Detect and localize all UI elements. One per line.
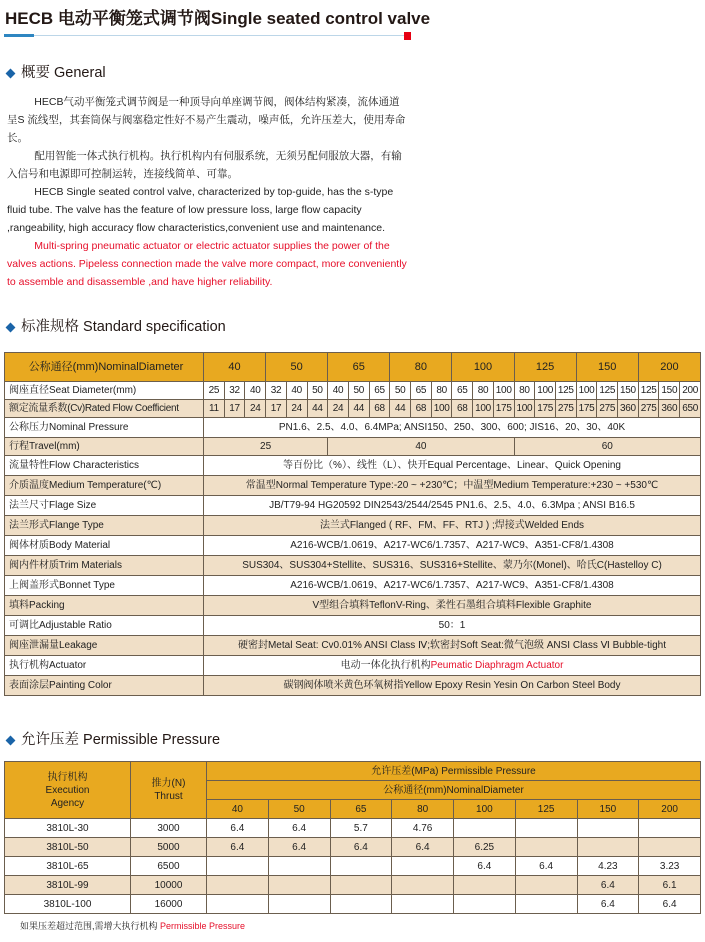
diamond-bullet-icon xyxy=(6,322,16,332)
pressure-cell: 6.4 xyxy=(330,838,392,857)
diameter-header-cell: 65 xyxy=(330,800,392,819)
agency-header xyxy=(5,762,131,819)
row-label: 法兰尺寸Flage Size xyxy=(5,496,204,516)
cv-cell: 275 xyxy=(638,400,659,418)
pressure-cell xyxy=(207,876,269,895)
pressure-cell xyxy=(207,857,269,876)
agency-header-en: Agency xyxy=(50,797,85,809)
cv-label: 额定流量系数(Cv)Rated Flow Coefficient xyxy=(5,400,204,418)
pressure-cell: 6.4 xyxy=(577,895,639,914)
title-underline-accent xyxy=(4,34,34,37)
pressure-cell: 6.4 xyxy=(207,819,269,838)
diameter-header-cell: 50 xyxy=(268,800,330,819)
cv-cell: 175 xyxy=(493,400,514,418)
table-row-actuator xyxy=(5,656,701,676)
cv-cell: 68 xyxy=(411,400,432,418)
table-row xyxy=(5,857,701,876)
cv-cell: 100 xyxy=(473,400,494,418)
cv-cell: 68 xyxy=(452,400,473,418)
pressure-cell: 6.4 xyxy=(268,838,330,857)
title-underline-group xyxy=(4,31,414,41)
table-row xyxy=(5,838,701,857)
pressure-cell xyxy=(392,895,454,914)
nominal-label: 公称通径(mm)NominalDiameter xyxy=(5,353,204,382)
actuator-value-en: Peumatic Diaphragm Actuator xyxy=(430,660,564,671)
cv-cell: 44 xyxy=(348,400,369,418)
cv-cell: 360 xyxy=(618,400,639,418)
table-row xyxy=(5,496,701,516)
diamond-bullet-icon xyxy=(6,68,16,78)
seat-diameter-cell: 125 xyxy=(555,382,576,400)
table-row-travel xyxy=(5,438,701,456)
cv-cell: 68 xyxy=(369,400,390,418)
table-row xyxy=(5,636,701,656)
table-row xyxy=(5,876,701,895)
seat-diameter-cell: 125 xyxy=(597,382,618,400)
pressure-cell: 6.4 xyxy=(392,838,454,857)
table-row-painting xyxy=(5,676,701,696)
seat-label: 阀座直径Seat Diameter(mm) xyxy=(5,382,204,400)
seat-diameter-cell: 40 xyxy=(245,382,266,400)
paragraph-en-highlight: Multi-spring pneumatic actuator or electric actuator supplies the power of the valves actions. Pipeless connection made the valve more compact, more conveniently to assemble and disassemble ,and have higher reliability. xyxy=(7,240,407,288)
seat-diameter-cell: 80 xyxy=(431,382,452,400)
seat-diameter-cell: 150 xyxy=(618,382,639,400)
paragraph-cn-1: HECB气动平衡笼式调节阀是一种顶导向单座调节阀，阀体结构紧凑，流体通道呈S 流线型，其套筒保与阀塞稳定性好不易产生震动，噪声低，允许压差大，使用寿命长。 xyxy=(7,96,406,144)
group-header: 允许压差(MPa) Permissible Pressure xyxy=(207,762,701,781)
seat-diameter-cell: 50 xyxy=(390,382,411,400)
painting-value: 碳钢阀体喷米黄色环氧树指Yellow Epoxy Resin Yesin On Carbon Steel Body xyxy=(204,676,701,696)
seat-diameter-cell: 100 xyxy=(535,382,556,400)
cv-cell: 44 xyxy=(307,400,328,418)
table-row xyxy=(5,556,701,576)
cv-cell: 24 xyxy=(328,400,349,418)
pressure-cell: 6.4 xyxy=(207,838,269,857)
cv-cell: 24 xyxy=(245,400,266,418)
diameter-header-cell: 80 xyxy=(392,800,454,819)
seat-diameter-cell: 50 xyxy=(307,382,328,400)
table-row-pressure xyxy=(5,418,701,438)
footnote-en: Permissible Pressure xyxy=(160,921,246,931)
diameter-header-cell: 100 xyxy=(454,800,516,819)
pressure-cell xyxy=(268,857,330,876)
seat-diameter-cell: 100 xyxy=(493,382,514,400)
row-label: 阀体材质Body Material xyxy=(5,536,204,556)
row-value: 常温型Normal Temperature Type:-20 ~ +230℃；中温型Medium Temperature:+230 ~ +530℃ xyxy=(204,476,701,496)
seat-diameter-cell: 65 xyxy=(369,382,390,400)
agency-header-cn: 执行机构 xyxy=(47,771,88,783)
title-underline xyxy=(4,35,409,36)
seat-diameter-cell: 65 xyxy=(452,382,473,400)
pressure-cell xyxy=(515,819,577,838)
row-value: A216-WCB/1.0619、A217-WC6/1.7357、A217-WC9、A351-CF8/1.4308 xyxy=(204,536,701,556)
pressure-value: PN1.6、2.5、4.0、6.4MPa; ANSI150、250、300、600; JIS16、20、30、40K xyxy=(204,418,701,438)
cv-cell: 175 xyxy=(576,400,597,418)
cv-cell: 44 xyxy=(390,400,411,418)
pressure-cell xyxy=(268,876,330,895)
seat-diameter-cell: 80 xyxy=(514,382,535,400)
table-row xyxy=(5,895,701,914)
cv-cell: 11 xyxy=(204,400,225,418)
agency-cell: 3810L-65 xyxy=(5,857,131,876)
seat-diameter-cell: 125 xyxy=(638,382,659,400)
pressure-cell: 6.4 xyxy=(268,819,330,838)
agency-cell: 3810L-50 xyxy=(5,838,131,857)
table-row xyxy=(5,476,701,496)
cv-cell: 24 xyxy=(286,400,307,418)
row-label: 流量特性Flow Characteristics xyxy=(5,456,204,476)
pressure-cell xyxy=(330,895,392,914)
row-value: 法兰式Flanged ( RF、FM、FF、RTJ ) ;焊接式Welded Ends xyxy=(204,516,701,536)
table-row xyxy=(5,516,701,536)
diameter-header-cell: 40 xyxy=(207,800,269,819)
pressure-cell xyxy=(268,895,330,914)
nominal-cell: 150 xyxy=(576,353,638,382)
table-row xyxy=(5,596,701,616)
cv-cell: 100 xyxy=(514,400,535,418)
row-value: SUS304、SUS304+Stellite、SUS316、SUS316+Stellite、蒙乃尔(Monel)、哈氏C(Hastelloy C) xyxy=(204,556,701,576)
seat-diameter-cell: 50 xyxy=(348,382,369,400)
nominal-cell: 200 xyxy=(638,353,700,382)
pressure-cell xyxy=(392,876,454,895)
agency-header-en: Execution xyxy=(45,784,90,796)
seat-diameter-cell: 100 xyxy=(576,382,597,400)
table-row xyxy=(5,536,701,556)
spec-table xyxy=(4,352,701,696)
pressure-cell xyxy=(577,819,639,838)
paragraph-cn-2: 配用智能一体式执行机构。执行机构内有伺服系统，无须另配伺服放大器，有输入信号和电源即可控制运转，连接线简单、可靠。 xyxy=(7,150,402,180)
row-value: 50：1 xyxy=(204,616,701,636)
seat-diameter-cell: 32 xyxy=(224,382,245,400)
table-row-nominal xyxy=(5,353,701,382)
cv-cell: 360 xyxy=(659,400,680,418)
nominal-cell: 100 xyxy=(452,353,514,382)
diamond-bullet-icon xyxy=(6,735,16,745)
seat-diameter-cell: 25 xyxy=(204,382,225,400)
table-row xyxy=(5,616,701,636)
nominal-cell: 40 xyxy=(204,353,266,382)
row-label: 可调比Adjustable Ratio xyxy=(5,616,204,636)
pressure-cell: 3.23 xyxy=(639,857,701,876)
cv-cell: 650 xyxy=(680,400,701,418)
pressure-cell xyxy=(639,838,701,857)
footnote-cn: 如果压差超过范围,需增大执行机构 xyxy=(20,921,158,931)
pressure-cell xyxy=(392,857,454,876)
seat-diameter-cell: 200 xyxy=(680,382,701,400)
table-row xyxy=(5,819,701,838)
row-label: 介质温度Medium Temperature(℃) xyxy=(5,476,204,496)
pressure-cell xyxy=(577,838,639,857)
seat-diameter-cell: 80 xyxy=(473,382,494,400)
thrust-cell: 16000 xyxy=(131,895,207,914)
agency-cell: 3810L-99 xyxy=(5,876,131,895)
pressure-cell xyxy=(207,895,269,914)
pressure-cell: 6.4 xyxy=(515,857,577,876)
paragraph-en: HECB Single seated control valve, characterized by top-guide, has the s-type fluid tube. The valve has the feature of low pressure loss, large flow capacity ,rangeability, high accuracy flow characteristics,convenient use and maintenance. xyxy=(7,186,394,234)
pressure-cell xyxy=(454,895,516,914)
pressure-cell xyxy=(454,876,516,895)
table-row-seat xyxy=(5,382,701,400)
thrust-header-en: Thrust xyxy=(154,791,183,802)
row-label: 法兰形式Flange Type xyxy=(5,516,204,536)
actuator-value xyxy=(204,656,701,676)
travel-value: 40 xyxy=(328,438,514,456)
section-title: 概要 General xyxy=(21,65,106,81)
seat-diameter-cell: 65 xyxy=(411,382,432,400)
general-description xyxy=(7,93,407,291)
pressure-cell xyxy=(515,838,577,857)
pressure-cell xyxy=(515,876,577,895)
pressure-label: 公称压力Nominal Pressure xyxy=(5,418,204,438)
pressure-cell xyxy=(639,819,701,838)
painting-label: 表面涂层Painting Color xyxy=(5,676,204,696)
permissible-pressure-table xyxy=(4,761,701,914)
pressure-cell xyxy=(330,857,392,876)
agency-cell: 3810L-100 xyxy=(5,895,131,914)
seat-diameter-cell: 150 xyxy=(659,382,680,400)
agency-cell: 3810L-30 xyxy=(5,819,131,838)
thrust-cell: 5000 xyxy=(131,838,207,857)
footnote xyxy=(20,920,701,932)
section-general-heading xyxy=(4,63,701,83)
actuator-label: 执行机构Actuator xyxy=(5,656,204,676)
row-label: 上阀盖形式Bonnet Type xyxy=(5,576,204,596)
section-permissible-heading xyxy=(4,730,701,750)
pressure-cell: 6.1 xyxy=(639,876,701,895)
row-label: 阀内件材质Trim Materials xyxy=(5,556,204,576)
section-spec-heading xyxy=(4,317,701,337)
cv-cell: 275 xyxy=(555,400,576,418)
diameter-header-cell: 150 xyxy=(577,800,639,819)
nominal-cell: 50 xyxy=(266,353,328,382)
pressure-cell xyxy=(515,895,577,914)
row-value: A216-WCB/1.0619、A217-WC6/1.7357、A217-WC9、A351-CF8/1.4308 xyxy=(204,576,701,596)
title-underline-marker xyxy=(404,32,411,40)
pressure-cell: 6.4 xyxy=(454,857,516,876)
row-value: 等百份比（%）、线性（L）、快开Equal Percentage、Linear、Quick Opening xyxy=(204,456,701,476)
nominal-cell: 65 xyxy=(328,353,390,382)
pressure-cell: 4.23 xyxy=(577,857,639,876)
seat-diameter-cell: 32 xyxy=(266,382,287,400)
pressure-cell: 6.25 xyxy=(454,838,516,857)
pressure-cell: 5.7 xyxy=(330,819,392,838)
thrust-cell: 3000 xyxy=(131,819,207,838)
travel-label: 行程Travel(mm) xyxy=(5,438,204,456)
row-label: 填料Packing xyxy=(5,596,204,616)
thrust-header xyxy=(131,762,207,819)
sub-header: 公称通径(mm)NominalDiameter xyxy=(207,781,701,800)
pressure-cell xyxy=(454,819,516,838)
cv-cell: 17 xyxy=(266,400,287,418)
cv-cell: 275 xyxy=(597,400,618,418)
cv-cell: 175 xyxy=(535,400,556,418)
pressure-cell: 4.76 xyxy=(392,819,454,838)
seat-diameter-cell: 40 xyxy=(328,382,349,400)
row-value: JB/T79-94 HG20592 DIN2543/2544/2545 PN1.6、2.5、4.0、6.3Mpa ; ANSI B16.5 xyxy=(204,496,701,516)
table-row xyxy=(5,576,701,596)
diameter-header-cell: 125 xyxy=(515,800,577,819)
actuator-value-cn: 电动一体化执行机构 xyxy=(340,660,431,671)
nominal-cell: 80 xyxy=(390,353,452,382)
diameter-header-cell: 200 xyxy=(639,800,701,819)
travel-value: 60 xyxy=(514,438,700,456)
seat-diameter-cell: 40 xyxy=(286,382,307,400)
thrust-cell: 10000 xyxy=(131,876,207,895)
row-value: 硬密封Metal Seat: Cv0.01% ANSI Class Ⅳ;软密封Soft Seat:微气泡级 ANSI Class Ⅵ Bubble-tight xyxy=(204,636,701,656)
nominal-cell: 125 xyxy=(514,353,576,382)
table-header-row xyxy=(5,762,701,781)
cv-cell: 17 xyxy=(224,400,245,418)
row-value: V型组合填料TeflonV-Ring、柔性石墨组合填料Flexible Graphite xyxy=(204,596,701,616)
travel-value: 25 xyxy=(204,438,328,456)
pressure-cell xyxy=(330,876,392,895)
table-row xyxy=(5,456,701,476)
page-title: HECB 电动平衡笼式调节阀Single seated control valve xyxy=(5,9,431,28)
thrust-header-cn: 推力(N) xyxy=(151,778,186,789)
pressure-cell: 6.4 xyxy=(639,895,701,914)
table-row-cv xyxy=(5,400,701,418)
pressure-cell: 6.4 xyxy=(577,876,639,895)
cv-cell: 100 xyxy=(431,400,452,418)
section-title: 标准规格 Standard specification xyxy=(21,319,226,335)
thrust-cell: 6500 xyxy=(131,857,207,876)
section-title: 允许压差 Permissible Pressure xyxy=(21,732,221,748)
row-label: 阀座泄漏量Leakage xyxy=(5,636,204,656)
